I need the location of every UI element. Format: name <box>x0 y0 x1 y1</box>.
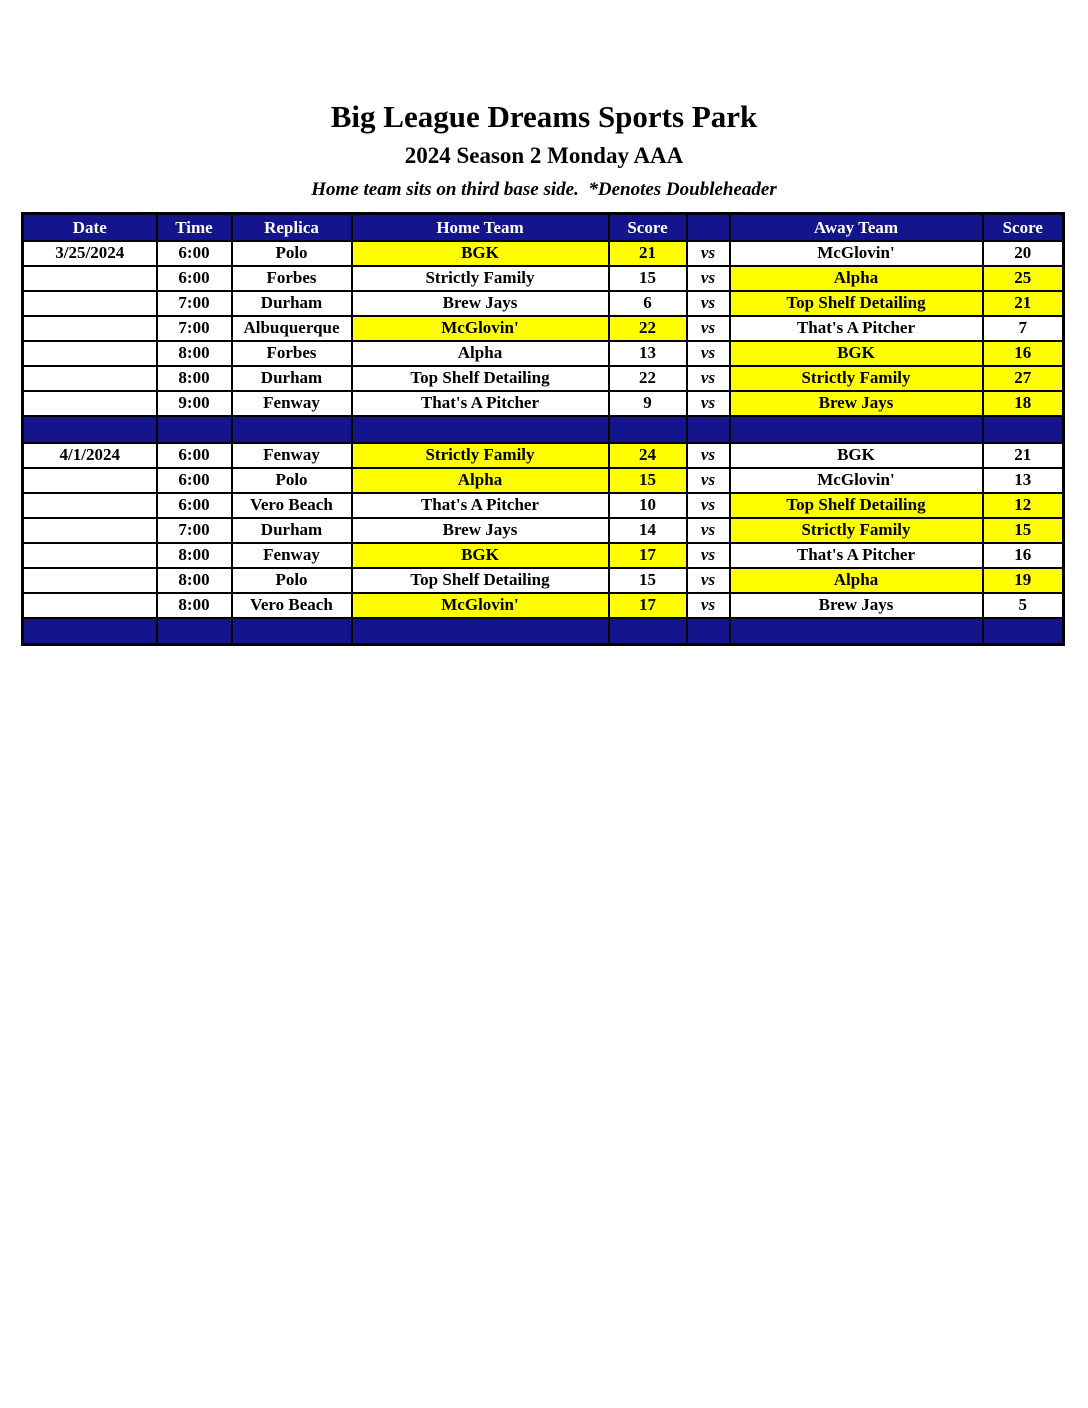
game-row <box>23 493 1064 518</box>
replica-cell: Forbes <box>232 266 352 291</box>
home-team-cell: Brew Jays <box>352 518 609 543</box>
separator-cell <box>232 416 352 443</box>
home-team-cell: Alpha <box>352 468 609 493</box>
game-row <box>23 241 1064 266</box>
home-score-cell: 21 <box>609 241 687 266</box>
home-team-cell: Top Shelf Detailing <box>352 366 609 391</box>
home-score-cell: 14 <box>609 518 687 543</box>
away-team-cell: McGlovin' <box>730 241 983 266</box>
separator-cell <box>730 416 983 443</box>
time-cell: 7:00 <box>157 316 232 341</box>
vs-cell: vs <box>687 493 730 518</box>
away-team-cell: McGlovin' <box>730 468 983 493</box>
home-score-cell: 22 <box>609 316 687 341</box>
vs-cell: vs <box>687 316 730 341</box>
vs-cell: vs <box>687 568 730 593</box>
column-header-home-score: Score <box>609 214 687 241</box>
game-row <box>23 568 1064 593</box>
date-cell <box>23 366 157 391</box>
time-cell: 6:00 <box>157 493 232 518</box>
home-team-cell: BGK <box>352 241 609 266</box>
date-cell <box>23 316 157 341</box>
away-score-cell: 19 <box>983 568 1064 593</box>
home-score-cell: 22 <box>609 366 687 391</box>
replica-cell: Fenway <box>232 543 352 568</box>
home-team-cell: McGlovin' <box>352 593 609 618</box>
separator-cell <box>609 416 687 443</box>
time-cell: 9:00 <box>157 391 232 416</box>
replica-cell: Polo <box>232 241 352 266</box>
replica-cell: Albuquerque <box>232 316 352 341</box>
game-row <box>23 443 1064 468</box>
home-team-cell: That's A Pitcher <box>352 493 609 518</box>
column-header-vs <box>687 214 730 241</box>
away-team-cell: BGK <box>730 341 983 366</box>
away-team-cell: Brew Jays <box>730 593 983 618</box>
home-score-cell: 9 <box>609 391 687 416</box>
date-cell <box>23 493 157 518</box>
away-team-cell: Alpha <box>730 266 983 291</box>
page-title: Big League Dreams Sports Park <box>330 99 758 134</box>
away-score-cell: 21 <box>983 291 1064 316</box>
home-score-cell: 13 <box>609 341 687 366</box>
away-team-cell: BGK <box>730 443 983 468</box>
separator-cell <box>352 416 609 443</box>
date-cell: 3/25/2024 <box>23 241 157 266</box>
replica-cell: Durham <box>232 366 352 391</box>
separator-cell <box>352 618 609 645</box>
home-team-cell: That's A Pitcher <box>352 391 609 416</box>
separator-cell <box>609 618 687 645</box>
replica-cell: Fenway <box>232 391 352 416</box>
date-cell <box>23 593 157 618</box>
time-cell: 8:00 <box>157 341 232 366</box>
replica-cell: Forbes <box>232 341 352 366</box>
schedule-table <box>21 212 1065 646</box>
home-team-cell: BGK <box>352 543 609 568</box>
game-row <box>23 366 1064 391</box>
time-cell: 8:00 <box>157 366 232 391</box>
page-subtitle: 2024 Season 2 Monday AAA <box>404 143 684 169</box>
separator-cell <box>730 618 983 645</box>
home-score-cell: 17 <box>609 543 687 568</box>
away-score-cell: 18 <box>983 391 1064 416</box>
time-cell: 7:00 <box>157 518 232 543</box>
replica-cell: Polo <box>232 468 352 493</box>
away-team-cell: Strictly Family <box>730 366 983 391</box>
away-score-cell: 15 <box>983 518 1064 543</box>
separator-cell <box>157 416 232 443</box>
home-team-cell: Brew Jays <box>352 291 609 316</box>
away-team-cell: Alpha <box>730 568 983 593</box>
away-team-cell: Brew Jays <box>730 391 983 416</box>
game-row <box>23 543 1064 568</box>
vs-cell: vs <box>687 543 730 568</box>
home-team-cell: Strictly Family <box>352 443 609 468</box>
away-score-cell: 25 <box>983 266 1064 291</box>
date-cell <box>23 391 157 416</box>
column-header-replica: Replica <box>232 214 352 241</box>
date-cell: 4/1/2024 <box>23 443 157 468</box>
vs-cell: vs <box>687 468 730 493</box>
away-team-cell: That's A Pitcher <box>730 316 983 341</box>
home-team-cell: McGlovin' <box>352 316 609 341</box>
home-score-cell: 24 <box>609 443 687 468</box>
date-cell <box>23 518 157 543</box>
game-row <box>23 518 1064 543</box>
date-cell <box>23 543 157 568</box>
away-score-cell: 16 <box>983 543 1064 568</box>
game-row <box>23 266 1064 291</box>
vs-cell: vs <box>687 266 730 291</box>
home-score-cell: 6 <box>609 291 687 316</box>
column-header-away-team: Away Team <box>730 214 983 241</box>
away-score-cell: 21 <box>983 443 1064 468</box>
separator-cell <box>23 618 157 645</box>
vs-cell: vs <box>687 366 730 391</box>
away-team-cell: That's A Pitcher <box>730 543 983 568</box>
away-score-cell: 27 <box>983 366 1064 391</box>
away-team-cell: Strictly Family <box>730 518 983 543</box>
separator-cell <box>983 416 1064 443</box>
vs-cell: vs <box>687 518 730 543</box>
time-cell: 8:00 <box>157 543 232 568</box>
away-team-cell: Top Shelf Detailing <box>730 291 983 316</box>
replica-cell: Polo <box>232 568 352 593</box>
time-cell: 6:00 <box>157 468 232 493</box>
vs-cell: vs <box>687 443 730 468</box>
date-cell <box>23 568 157 593</box>
date-cell <box>23 291 157 316</box>
away-score-cell: 5 <box>983 593 1064 618</box>
vs-cell: vs <box>687 391 730 416</box>
vs-cell: vs <box>687 291 730 316</box>
time-cell: 8:00 <box>157 593 232 618</box>
separator-cell <box>23 416 157 443</box>
away-team-cell: Top Shelf Detailing <box>730 493 983 518</box>
date-cell <box>23 341 157 366</box>
header-row <box>23 214 1064 241</box>
home-score-cell: 17 <box>609 593 687 618</box>
home-team-cell: Alpha <box>352 341 609 366</box>
game-row <box>23 341 1064 366</box>
replica-cell: Durham <box>232 518 352 543</box>
away-score-cell: 20 <box>983 241 1064 266</box>
date-cell <box>23 468 157 493</box>
vs-cell: vs <box>687 341 730 366</box>
separator-cell <box>687 416 730 443</box>
time-cell: 7:00 <box>157 291 232 316</box>
column-header-date: Date <box>23 214 157 241</box>
away-score-cell: 13 <box>983 468 1064 493</box>
separator-cell <box>983 618 1064 645</box>
column-header-time: Time <box>157 214 232 241</box>
column-header-home-team: Home Team <box>352 214 609 241</box>
game-row <box>23 468 1064 493</box>
vs-cell: vs <box>687 241 730 266</box>
away-score-cell: 7 <box>983 316 1064 341</box>
separator-cell <box>232 618 352 645</box>
home-score-cell: 15 <box>609 266 687 291</box>
time-cell: 6:00 <box>157 443 232 468</box>
date-cell <box>23 266 157 291</box>
replica-cell: Vero Beach <box>232 593 352 618</box>
separator-row <box>23 416 1064 443</box>
home-score-cell: 15 <box>609 468 687 493</box>
game-row <box>23 391 1064 416</box>
separator-cell <box>157 618 232 645</box>
home-team-cell: Strictly Family <box>352 266 609 291</box>
home-team-cell: Top Shelf Detailing <box>352 568 609 593</box>
vs-cell: vs <box>687 593 730 618</box>
separator-cell <box>687 618 730 645</box>
game-row <box>23 316 1064 341</box>
time-cell: 8:00 <box>157 568 232 593</box>
time-cell: 6:00 <box>157 266 232 291</box>
replica-cell: Fenway <box>232 443 352 468</box>
replica-cell: Vero Beach <box>232 493 352 518</box>
separator-row <box>23 618 1064 645</box>
home-score-cell: 15 <box>609 568 687 593</box>
away-score-cell: 16 <box>983 341 1064 366</box>
away-score-cell: 12 <box>983 493 1064 518</box>
time-cell: 6:00 <box>157 241 232 266</box>
game-row <box>23 593 1064 618</box>
game-row <box>23 291 1064 316</box>
home-score-cell: 10 <box>609 493 687 518</box>
replica-cell: Durham <box>232 291 352 316</box>
column-header-away-score: Score <box>983 214 1064 241</box>
page-note: Home team sits on third base side. *Denotes Doubleheader <box>311 179 777 201</box>
